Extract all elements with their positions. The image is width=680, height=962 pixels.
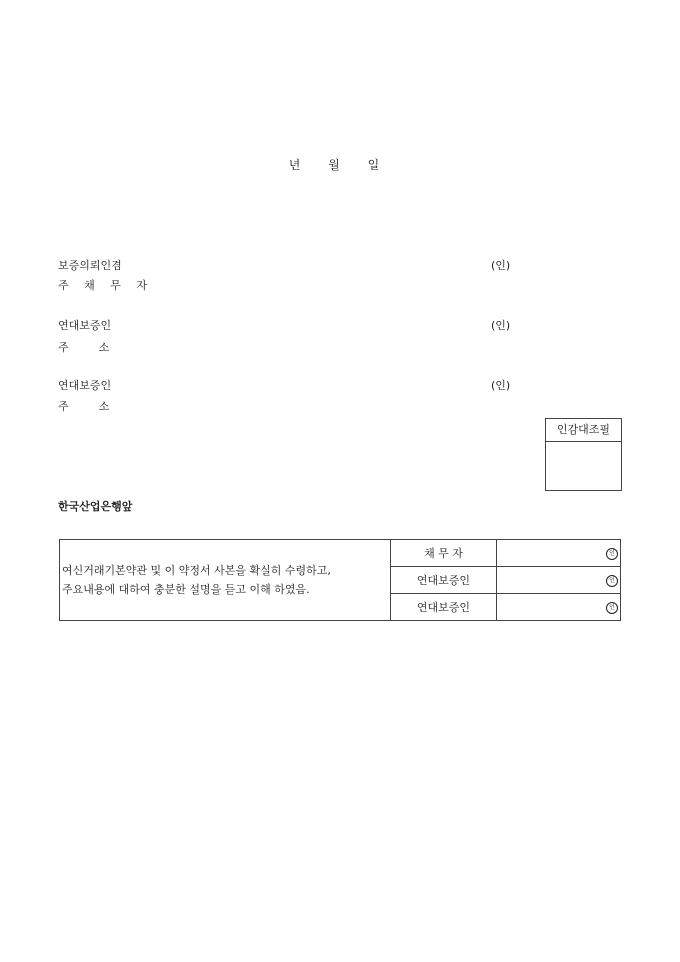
party-1-sub: 주 채 무 자 xyxy=(58,279,153,292)
acknowledgement-statement xyxy=(60,540,391,621)
table-row xyxy=(60,540,621,567)
seal-verification-box xyxy=(545,418,622,491)
party-1-title: 보증의뢰인겸 xyxy=(58,259,122,272)
signature-cell-guarantor-2[interactable] xyxy=(497,594,621,621)
seal-icon: 인 xyxy=(606,602,618,614)
party-3-address-label xyxy=(58,398,109,414)
statement-line-1: 여신거래기본약관 및 이 약정서 사본을 확실히 수령하고, xyxy=(62,564,331,577)
signature-cell-guarantor-1[interactable] xyxy=(497,567,621,594)
party-2-address-label xyxy=(58,339,109,355)
party-3-address-left: 주 xyxy=(58,400,69,413)
party-2-seal: (인) xyxy=(491,319,511,332)
acknowledgement-table xyxy=(59,539,621,621)
seal-icon: 인 xyxy=(606,548,618,560)
signature-cell-debtor[interactable] xyxy=(497,540,621,567)
party-1-seal: (인) xyxy=(491,259,511,272)
seal-icon: 인 xyxy=(606,575,618,587)
role-debtor: 채 무 자 xyxy=(391,540,497,567)
seal-verification-label: 인감대조필 xyxy=(546,419,621,442)
role-guarantor-1: 연대보증인 xyxy=(391,567,497,594)
party-3-title: 연대보증인 xyxy=(58,379,112,392)
party-2-title: 연대보증인 xyxy=(58,319,112,332)
party-2-address-left: 주 xyxy=(58,341,69,354)
party-3-seal: (인) xyxy=(491,379,511,392)
date-line: 년 월 일 xyxy=(288,158,392,172)
party-2-address-right: 소 xyxy=(98,341,110,354)
addressee: 한국산업은행앞 xyxy=(58,500,133,513)
role-guarantor-2: 연대보증인 xyxy=(391,594,497,621)
statement-line-2: 주요내용에 대하여 충분한 설명을 듣고 이해 하였음. xyxy=(62,583,310,596)
party-3-address-right: 소 xyxy=(98,400,110,413)
